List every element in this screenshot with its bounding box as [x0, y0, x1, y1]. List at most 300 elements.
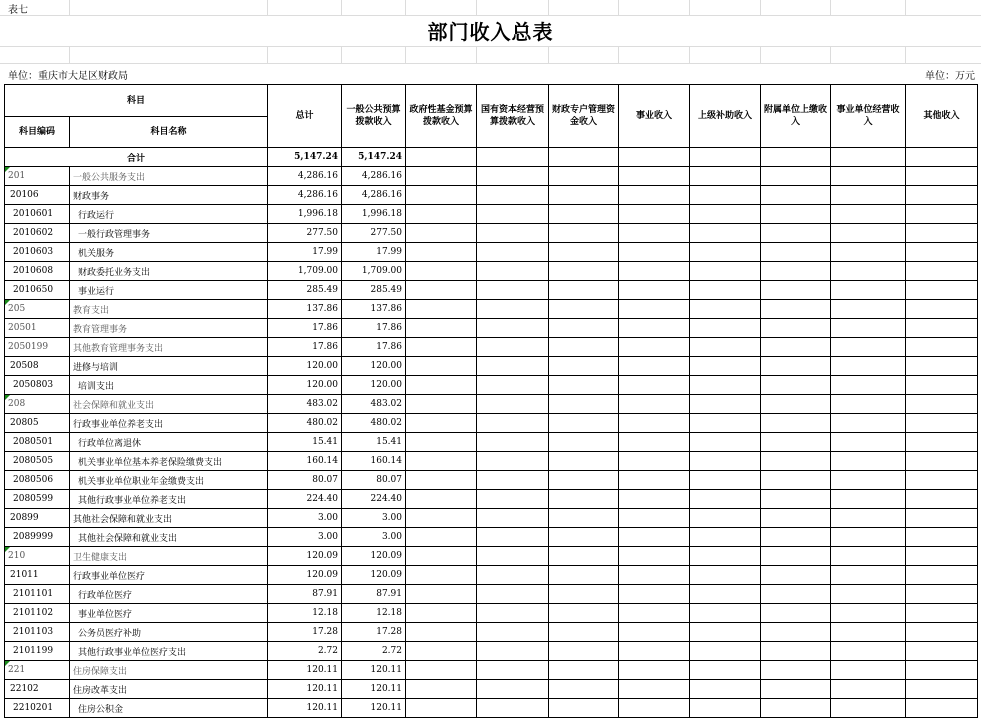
empty-cell[interactable] [831, 186, 906, 205]
subject-code-cell[interactable]: 2050199 [5, 338, 70, 357]
empty-cell[interactable] [619, 357, 690, 376]
empty-cell[interactable] [406, 395, 477, 414]
empty-cell[interactable] [477, 509, 549, 528]
total-cell[interactable]: 120.00 [268, 376, 342, 395]
empty-cell[interactable] [906, 243, 978, 262]
subject-code-cell[interactable]: 2080505 [5, 452, 70, 471]
empty-cell[interactable] [690, 547, 761, 566]
subject-code-cell[interactable]: 20501 [5, 319, 70, 338]
subject-code-cell[interactable]: 20899 [5, 509, 70, 528]
empty-cell[interactable] [477, 661, 549, 680]
empty-cell[interactable] [406, 224, 477, 243]
empty-cell[interactable] [831, 148, 906, 167]
general-budget-cell[interactable]: 87.91 [342, 585, 406, 604]
empty-cell[interactable] [619, 186, 690, 205]
total-label[interactable]: 合计 [5, 148, 268, 167]
empty-cell[interactable] [477, 262, 549, 281]
empty-cell[interactable] [406, 490, 477, 509]
subject-name-cell[interactable]: 机关事业单位基本养老保险缴费支出 [70, 452, 268, 471]
empty-cell[interactable] [906, 661, 978, 680]
total-cell[interactable]: 120.09 [268, 566, 342, 585]
subject-name-cell[interactable]: 卫生健康支出 [70, 547, 268, 566]
subject-name-cell[interactable]: 机关事业单位职业年金缴费支出 [70, 471, 268, 490]
empty-cell[interactable] [761, 509, 831, 528]
empty-cell[interactable] [619, 205, 690, 224]
empty-cell[interactable] [619, 623, 690, 642]
empty-cell[interactable] [549, 528, 619, 547]
header-col-state-capital[interactable]: 国有资本经营预算拨款收入 [477, 85, 549, 148]
total-cell[interactable]: 120.11 [268, 680, 342, 699]
empty-cell[interactable] [690, 148, 761, 167]
empty-cell[interactable] [761, 167, 831, 186]
empty-cell[interactable] [549, 167, 619, 186]
empty-cell[interactable] [406, 281, 477, 300]
total-cell[interactable]: 160.14 [268, 452, 342, 471]
empty-cell[interactable] [906, 585, 978, 604]
general-budget-cell[interactable]: 285.49 [342, 281, 406, 300]
empty-cell[interactable] [761, 471, 831, 490]
general-budget-cell[interactable]: 17.86 [342, 319, 406, 338]
empty-cell[interactable] [406, 528, 477, 547]
subject-code-cell[interactable]: 2089999 [5, 528, 70, 547]
empty-cell[interactable] [906, 357, 978, 376]
empty-cell[interactable] [406, 338, 477, 357]
empty-cell[interactable] [906, 490, 978, 509]
general-budget-cell[interactable]: 17.99 [342, 243, 406, 262]
empty-cell[interactable] [831, 490, 906, 509]
header-col-business-income[interactable]: 事业收入 [619, 85, 690, 148]
empty-cell[interactable] [690, 300, 761, 319]
empty-cell[interactable] [406, 167, 477, 186]
empty-cell[interactable] [549, 585, 619, 604]
general-budget-cell[interactable]: 4,286.16 [342, 167, 406, 186]
empty-cell[interactable] [549, 243, 619, 262]
empty-cell[interactable] [690, 452, 761, 471]
empty-cell[interactable] [406, 205, 477, 224]
subject-code-cell[interactable]: 205 [5, 300, 70, 319]
empty-cell[interactable] [761, 490, 831, 509]
subject-code-cell[interactable]: 2101102 [5, 604, 70, 623]
empty-cell[interactable] [906, 471, 978, 490]
empty-cell[interactable] [549, 395, 619, 414]
general-budget-cell[interactable]: 483.02 [342, 395, 406, 414]
empty-cell[interactable] [549, 623, 619, 642]
header-col-general-budget[interactable]: 一般公共预算拨款收入 [342, 85, 406, 148]
empty-cell[interactable] [761, 642, 831, 661]
subject-name-cell[interactable]: 其他行政事业单位养老支出 [70, 490, 268, 509]
empty-cell[interactable] [690, 414, 761, 433]
empty-cell[interactable] [690, 433, 761, 452]
subject-code-cell[interactable]: 20805 [5, 414, 70, 433]
subject-code-cell[interactable]: 2080506 [5, 471, 70, 490]
general-budget-cell[interactable]: 17.86 [342, 338, 406, 357]
empty-cell[interactable] [831, 338, 906, 357]
empty-cell[interactable] [761, 262, 831, 281]
empty-cell[interactable] [477, 167, 549, 186]
subject-name-cell[interactable]: 住房公积金 [70, 699, 268, 718]
empty-cell[interactable] [906, 623, 978, 642]
empty-cell[interactable] [406, 376, 477, 395]
empty-cell[interactable] [549, 490, 619, 509]
empty-cell[interactable] [906, 566, 978, 585]
general-budget-cell[interactable]: 120.11 [342, 680, 406, 699]
empty-cell[interactable] [906, 547, 978, 566]
empty-cell[interactable] [477, 642, 549, 661]
empty-cell[interactable] [549, 680, 619, 699]
empty-cell[interactable] [690, 376, 761, 395]
general-budget-cell[interactable]: 1,996.18 [342, 205, 406, 224]
total-general-cell[interactable]: 5,147.24 [342, 148, 406, 167]
empty-cell[interactable] [761, 566, 831, 585]
empty-cell[interactable] [549, 642, 619, 661]
unit-department-label[interactable]: 单位：重庆市大足区财政局 [8, 71, 128, 82]
empty-cell[interactable] [406, 357, 477, 376]
total-cell[interactable]: 80.07 [268, 471, 342, 490]
empty-cell[interactable] [831, 509, 906, 528]
empty-cell[interactable] [831, 680, 906, 699]
empty-cell[interactable] [761, 243, 831, 262]
empty-cell[interactable] [477, 528, 549, 547]
empty-cell[interactable] [619, 433, 690, 452]
empty-cell[interactable] [831, 642, 906, 661]
empty-cell[interactable] [406, 471, 477, 490]
subject-code-cell[interactable]: 2010608 [5, 262, 70, 281]
total-cell[interactable]: 3.00 [268, 528, 342, 547]
empty-cell[interactable] [906, 395, 978, 414]
subject-code-cell[interactable]: 201 [5, 167, 70, 186]
empty-cell[interactable] [906, 186, 978, 205]
empty-cell[interactable] [831, 319, 906, 338]
empty-cell[interactable] [831, 281, 906, 300]
header-col-total[interactable]: 总计 [268, 85, 342, 148]
total-cell[interactable]: 1,996.18 [268, 205, 342, 224]
empty-cell[interactable] [906, 167, 978, 186]
subject-code-cell[interactable]: 2080501 [5, 433, 70, 452]
empty-cell[interactable] [619, 224, 690, 243]
empty-cell[interactable] [406, 186, 477, 205]
empty-cell[interactable] [906, 414, 978, 433]
empty-cell[interactable] [406, 680, 477, 699]
empty-cell[interactable] [477, 319, 549, 338]
header-col-operating-income[interactable]: 事业单位经营收入 [831, 85, 906, 148]
empty-cell[interactable] [549, 357, 619, 376]
general-budget-cell[interactable]: 120.09 [342, 566, 406, 585]
general-budget-cell[interactable]: 1,709.00 [342, 262, 406, 281]
empty-cell[interactable] [549, 471, 619, 490]
subject-name-cell[interactable]: 进修与培训 [70, 357, 268, 376]
empty-cell[interactable] [831, 167, 906, 186]
empty-cell[interactable] [619, 281, 690, 300]
empty-cell[interactable] [619, 338, 690, 357]
empty-cell[interactable] [619, 661, 690, 680]
empty-cell[interactable] [906, 338, 978, 357]
empty-cell[interactable] [906, 604, 978, 623]
total-cell[interactable]: 15.41 [268, 433, 342, 452]
empty-cell[interactable] [690, 490, 761, 509]
header-col-affiliated-unit[interactable]: 附属单位上缴收入 [761, 85, 831, 148]
total-cell[interactable]: 285.49 [268, 281, 342, 300]
total-cell[interactable]: 87.91 [268, 585, 342, 604]
subject-name-cell[interactable]: 住房改革支出 [70, 680, 268, 699]
subject-code-cell[interactable]: 210 [5, 547, 70, 566]
header-subject-code[interactable]: 科目编码 [5, 117, 70, 148]
empty-cell[interactable] [406, 566, 477, 585]
total-cell[interactable]: 17.86 [268, 338, 342, 357]
subject-name-cell[interactable]: 行政事业单位医疗 [70, 566, 268, 585]
empty-cell[interactable] [477, 376, 549, 395]
empty-cell[interactable] [477, 357, 549, 376]
total-cell[interactable]: 4,286.16 [268, 186, 342, 205]
subject-code-cell[interactable]: 221 [5, 661, 70, 680]
empty-cell[interactable] [477, 186, 549, 205]
empty-cell[interactable] [477, 680, 549, 699]
empty-cell[interactable] [619, 566, 690, 585]
general-budget-cell[interactable]: 2.72 [342, 642, 406, 661]
total-cell[interactable]: 120.11 [268, 661, 342, 680]
empty-cell[interactable] [831, 357, 906, 376]
total-cell[interactable]: 277.50 [268, 224, 342, 243]
empty-cell[interactable] [831, 471, 906, 490]
empty-cell[interactable] [406, 243, 477, 262]
empty-cell[interactable] [619, 395, 690, 414]
empty-cell[interactable] [619, 490, 690, 509]
empty-cell[interactable] [831, 528, 906, 547]
empty-cell[interactable] [549, 661, 619, 680]
empty-cell[interactable] [761, 414, 831, 433]
empty-cell[interactable] [406, 585, 477, 604]
general-budget-cell[interactable]: 120.11 [342, 661, 406, 680]
general-budget-cell[interactable]: 12.18 [342, 604, 406, 623]
empty-cell[interactable] [761, 661, 831, 680]
empty-cell[interactable] [549, 186, 619, 205]
empty-cell[interactable] [619, 319, 690, 338]
header-col-other-income[interactable]: 其他收入 [906, 85, 978, 148]
empty-cell[interactable] [761, 395, 831, 414]
empty-cell[interactable] [761, 357, 831, 376]
empty-cell[interactable] [761, 300, 831, 319]
subject-code-cell[interactable]: 2101103 [5, 623, 70, 642]
empty-cell[interactable] [690, 471, 761, 490]
empty-cell[interactable] [906, 452, 978, 471]
empty-cell[interactable] [619, 528, 690, 547]
empty-cell[interactable] [690, 319, 761, 338]
empty-cell[interactable] [477, 205, 549, 224]
empty-cell[interactable] [831, 604, 906, 623]
subject-name-cell[interactable]: 其他社会保障和就业支出 [70, 509, 268, 528]
empty-cell[interactable] [406, 547, 477, 566]
empty-cell[interactable] [906, 319, 978, 338]
empty-cell[interactable] [906, 376, 978, 395]
header-subject-name[interactable]: 科目名称 [70, 117, 268, 148]
empty-cell[interactable] [690, 623, 761, 642]
empty-cell[interactable] [406, 148, 477, 167]
empty-cell[interactable] [906, 300, 978, 319]
empty-cell[interactable] [690, 357, 761, 376]
empty-cell[interactable] [690, 604, 761, 623]
subject-name-cell[interactable]: 培训支出 [70, 376, 268, 395]
empty-cell[interactable] [761, 224, 831, 243]
empty-cell[interactable] [906, 509, 978, 528]
empty-cell[interactable] [619, 585, 690, 604]
empty-cell[interactable] [761, 376, 831, 395]
empty-cell[interactable] [619, 148, 690, 167]
empty-cell[interactable] [906, 148, 978, 167]
general-budget-cell[interactable]: 120.00 [342, 376, 406, 395]
empty-cell[interactable] [761, 319, 831, 338]
subject-code-cell[interactable]: 2101199 [5, 642, 70, 661]
subject-name-cell[interactable]: 事业运行 [70, 281, 268, 300]
empty-cell[interactable] [406, 604, 477, 623]
subject-name-cell[interactable]: 财政委托业务支出 [70, 262, 268, 281]
subject-name-cell[interactable]: 一般公共服务支出 [70, 167, 268, 186]
empty-cell[interactable] [690, 167, 761, 186]
total-cell[interactable]: 5,147.24 [268, 148, 342, 167]
empty-cell[interactable] [690, 224, 761, 243]
total-cell[interactable]: 120.11 [268, 699, 342, 718]
empty-cell[interactable] [477, 452, 549, 471]
empty-cell[interactable] [761, 604, 831, 623]
empty-cell[interactable] [906, 642, 978, 661]
header-col-gov-fund[interactable]: 政府性基金预算拨款收入 [406, 85, 477, 148]
empty-cell[interactable] [690, 205, 761, 224]
empty-cell[interactable] [477, 433, 549, 452]
unit-currency-label[interactable]: 单位：万元 [925, 71, 975, 82]
empty-cell[interactable] [406, 661, 477, 680]
empty-cell[interactable] [549, 547, 619, 566]
empty-cell[interactable] [477, 623, 549, 642]
empty-cell[interactable] [406, 414, 477, 433]
empty-cell[interactable] [761, 452, 831, 471]
empty-cell[interactable] [906, 224, 978, 243]
subject-code-cell[interactable]: 22102 [5, 680, 70, 699]
general-budget-cell[interactable]: 137.86 [342, 300, 406, 319]
empty-cell[interactable] [406, 623, 477, 642]
page-title[interactable]: 部门收入总表 [427, 20, 554, 44]
empty-cell[interactable] [549, 452, 619, 471]
empty-cell[interactable] [549, 319, 619, 338]
general-budget-cell[interactable]: 120.09 [342, 547, 406, 566]
empty-cell[interactable] [906, 433, 978, 452]
empty-cell[interactable] [831, 376, 906, 395]
general-budget-cell[interactable]: 3.00 [342, 509, 406, 528]
total-cell[interactable]: 137.86 [268, 300, 342, 319]
empty-cell[interactable] [831, 414, 906, 433]
subject-name-cell[interactable]: 其他教育管理事务支出 [70, 338, 268, 357]
empty-cell[interactable] [549, 338, 619, 357]
total-cell[interactable]: 120.09 [268, 547, 342, 566]
empty-cell[interactable] [906, 528, 978, 547]
total-cell[interactable]: 12.18 [268, 604, 342, 623]
empty-cell[interactable] [906, 205, 978, 224]
subject-name-cell[interactable]: 事业单位医疗 [70, 604, 268, 623]
total-cell[interactable]: 4,286.16 [268, 167, 342, 186]
empty-cell[interactable] [761, 281, 831, 300]
empty-cell[interactable] [690, 243, 761, 262]
empty-cell[interactable] [831, 547, 906, 566]
general-budget-cell[interactable]: 120.00 [342, 357, 406, 376]
subject-code-cell[interactable]: 2101101 [5, 585, 70, 604]
total-cell[interactable]: 1,709.00 [268, 262, 342, 281]
subject-code-cell[interactable]: 2010603 [5, 243, 70, 262]
empty-cell[interactable] [690, 186, 761, 205]
empty-cell[interactable] [477, 547, 549, 566]
empty-cell[interactable] [619, 376, 690, 395]
empty-cell[interactable] [619, 680, 690, 699]
general-budget-cell[interactable]: 15.41 [342, 433, 406, 452]
empty-cell[interactable] [690, 395, 761, 414]
empty-cell[interactable] [761, 338, 831, 357]
empty-cell[interactable] [549, 281, 619, 300]
subject-name-cell[interactable]: 住房保障支出 [70, 661, 268, 680]
empty-cell[interactable] [549, 376, 619, 395]
empty-cell[interactable] [619, 300, 690, 319]
empty-cell[interactable] [406, 452, 477, 471]
empty-cell[interactable] [690, 566, 761, 585]
empty-cell[interactable] [477, 148, 549, 167]
header-col-special-account[interactable]: 财政专户管理资金收入 [549, 85, 619, 148]
empty-cell[interactable] [619, 509, 690, 528]
empty-cell[interactable] [831, 585, 906, 604]
total-cell[interactable]: 17.99 [268, 243, 342, 262]
empty-cell[interactable] [761, 585, 831, 604]
empty-cell[interactable] [906, 680, 978, 699]
empty-cell[interactable] [619, 452, 690, 471]
subject-name-cell[interactable]: 行政单位医疗 [70, 585, 268, 604]
subject-name-cell[interactable]: 教育支出 [70, 300, 268, 319]
empty-cell[interactable] [831, 300, 906, 319]
empty-cell[interactable] [690, 281, 761, 300]
empty-cell[interactable] [619, 471, 690, 490]
empty-cell[interactable] [761, 547, 831, 566]
empty-cell[interactable] [761, 528, 831, 547]
empty-cell[interactable] [549, 604, 619, 623]
empty-cell[interactable] [477, 338, 549, 357]
empty-cell[interactable] [477, 471, 549, 490]
empty-cell[interactable] [477, 224, 549, 243]
empty-cell[interactable] [761, 433, 831, 452]
sheet-tag[interactable]: 表七 [8, 5, 28, 16]
empty-cell[interactable] [477, 281, 549, 300]
general-budget-cell[interactable]: 480.02 [342, 414, 406, 433]
subject-name-cell[interactable]: 社会保障和就业支出 [70, 395, 268, 414]
general-budget-cell[interactable]: 160.14 [342, 452, 406, 471]
empty-cell[interactable] [477, 566, 549, 585]
subject-code-cell[interactable]: 20508 [5, 357, 70, 376]
empty-cell[interactable] [831, 243, 906, 262]
empty-cell[interactable] [549, 566, 619, 585]
subject-name-cell[interactable]: 公务员医疗补助 [70, 623, 268, 642]
empty-cell[interactable] [690, 262, 761, 281]
empty-cell[interactable] [906, 281, 978, 300]
empty-cell[interactable] [831, 566, 906, 585]
empty-cell[interactable] [477, 585, 549, 604]
empty-cell[interactable] [906, 262, 978, 281]
empty-cell[interactable] [619, 642, 690, 661]
empty-cell[interactable] [761, 186, 831, 205]
subject-name-cell[interactable]: 其他社会保障和就业支出 [70, 528, 268, 547]
empty-cell[interactable] [549, 205, 619, 224]
empty-cell[interactable] [477, 490, 549, 509]
total-cell[interactable]: 480.02 [268, 414, 342, 433]
subject-name-cell[interactable]: 行政单位离退休 [70, 433, 268, 452]
general-budget-cell[interactable]: 277.50 [342, 224, 406, 243]
empty-cell[interactable] [406, 319, 477, 338]
empty-cell[interactable] [690, 661, 761, 680]
empty-cell[interactable] [619, 414, 690, 433]
empty-cell[interactable] [549, 148, 619, 167]
empty-cell[interactable] [619, 547, 690, 566]
empty-cell[interactable] [619, 167, 690, 186]
